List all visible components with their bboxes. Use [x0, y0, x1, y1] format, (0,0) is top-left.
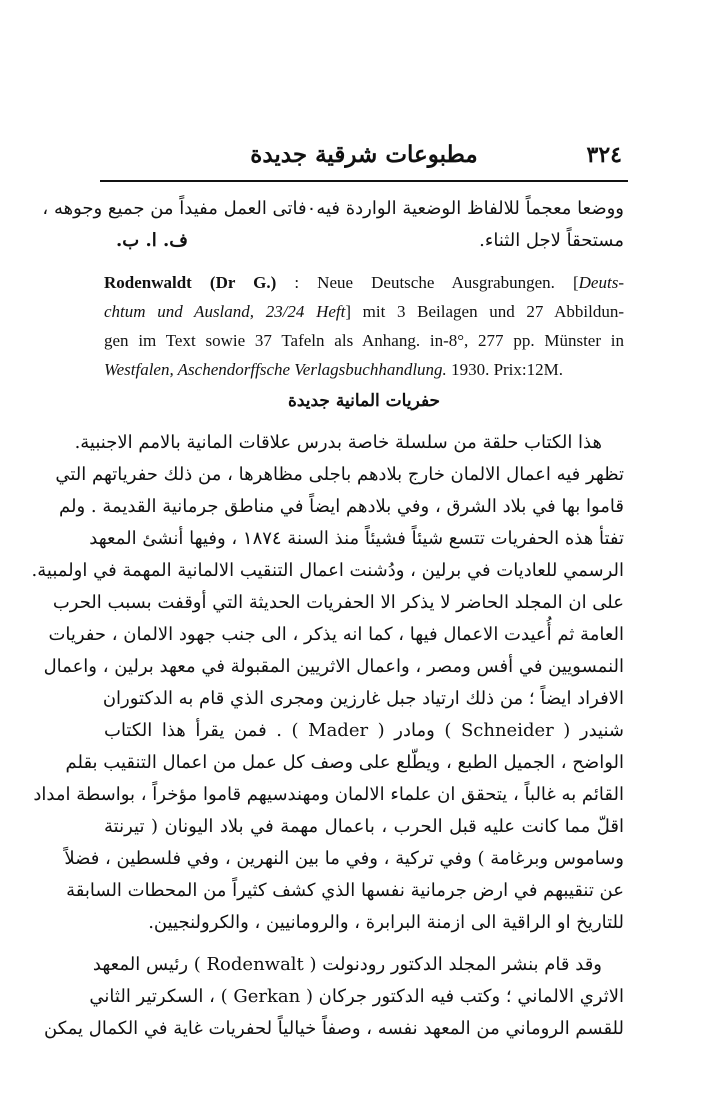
prev-review-line: ووضعا معجماً للالفاظ الوضعية الواردة فيه٠فاتى العمل مفيداً من جميع وجوهه ، — [42, 198, 624, 219]
review-line: وقد قام بنشر المجلد الدكتور رودنولت ( Rodenwalt ) رئيس المعهد — [92, 954, 602, 975]
review-line: للتاريخ او الراقية الى ازمنة البرابرة ، والرومانيين ، والكرولنجيين. — [148, 912, 624, 933]
review-line: النمسويين في أفس ومصر ، واعمال الاثريين المقبولة في معهد برلين ، واعمال — [43, 656, 624, 677]
running-title: مطبوعات شرقية جديدة — [250, 141, 478, 168]
review-line: العامة ثم أُعيدت الاعمال فيها ، كما انه يذكر ، الى جنب جهود الالمان ، حفريات — [48, 624, 624, 645]
review-line: قاموا بها في بلاد الشرق ، وفي بلادهم ايضاً في مناطق جرمانية القديمة . ولم — [59, 496, 624, 517]
entry-author: Rodenwaldt (Dr G.) — [104, 273, 277, 292]
prev-review-closing — [104, 226, 624, 256]
entry-series: Deuts- — [578, 273, 624, 292]
review-line: اقلّ مما كانت عليه قبل الحرب ، باعمال مهمة في بلاد اليونان ( تيرنتة — [104, 816, 624, 837]
page-number: ٣٢٤ — [586, 142, 622, 168]
bibliographic-entry-line — [104, 268, 624, 297]
review-line: الاثري الالماني ؛ وكتب فيه الدكتور جركان ( Gerkan ) ، السكرتير الثاني — [89, 986, 624, 1007]
entry-publisher: Westfalen, Aschendorffsche Verlagsbuchhandlung. — [104, 360, 447, 379]
review-line: شنيدر ( Schneider ) ومادر ( Mader ) . فمن يقرأ هذا الكتاب — [104, 720, 624, 741]
prev-review-line: مستحقاً لاجل الثناء. — [479, 230, 624, 251]
review-line: عن تنقيبهم في ارض جرمانية نفسها الذي كشف كثيراً من المحطات السابقة — [66, 880, 624, 901]
review-heading: حفريات المانية جديدة — [287, 391, 441, 411]
review-line: تفتأ هذه الحفريات تتسع شيئاً فشيئاً منذ السنة ١٨٧٤ ، وفيها أنشئ المعهد — [89, 528, 624, 549]
bibliographic-entry-line: gen im Text sowie 37 Tafeln als Anhang. in-8°, 277 pp. Münster in — [104, 331, 624, 350]
bibliographic-entry-line — [104, 297, 624, 326]
review-line: على ان المجلد الحاضر لا يذكر الا الحفريات الحديثة التي أوقفت بسبب الحرب — [52, 592, 624, 613]
review-line: الواضح ، الجميل الطبع ، ويطّلع على وصف كل عمل من اعمال التنقيب بقلم — [65, 752, 624, 773]
header-rule — [100, 180, 628, 182]
review-line: القائم به غالباً ، يتحقق ان علماء الالمان ومهندسيهم قاموا مؤخراً ، بواسطة امداد — [33, 784, 624, 805]
review-line: تظهر فيه اعمال الالمان خارج بلادهم باجلى مظاهرها ، من ذلك حفرياتهم التي — [55, 464, 624, 485]
bibliographic-entry-line — [104, 355, 624, 384]
review-line: وساموس وبرغامة ) وفي تركية ، وفي ما بين النهرين ، وفي فلسطين ، فضلاً — [64, 848, 624, 869]
entry-series-cont: chtum und Ausland, 23/24 Heft — [104, 302, 346, 321]
reviewer-signature: ف. ا. ب. — [116, 230, 188, 251]
review-line: الرسمي للعاديات في برلين ، ودُشنت اعمال التنقيب الالمانية المهمة في اولمبية. — [31, 560, 624, 581]
review-line: هذا الكتاب حلقة من سلسلة خاصة بدرس علاقات المانية بالامم الاجنبية. — [74, 432, 602, 453]
entry-price: 1930. Prix:12M. — [446, 360, 563, 379]
review-line: الافراد ايضاً ؛ من ذلك ارتياد جبل غارزين ومجرى الذي قام به الدكتوران — [102, 688, 624, 709]
review-line: للقسم الروماني من المعهد نفسه ، وصفاً خيالياً لحفريات غاية في الكمال يمكن — [44, 1018, 624, 1039]
running-head — [100, 136, 628, 176]
entry-details: ] mit 3 Beilagen und 27 Abbildun- — [345, 302, 624, 321]
entry-title: : Neue Deutsche Ausgrabungen. [ — [276, 273, 579, 292]
